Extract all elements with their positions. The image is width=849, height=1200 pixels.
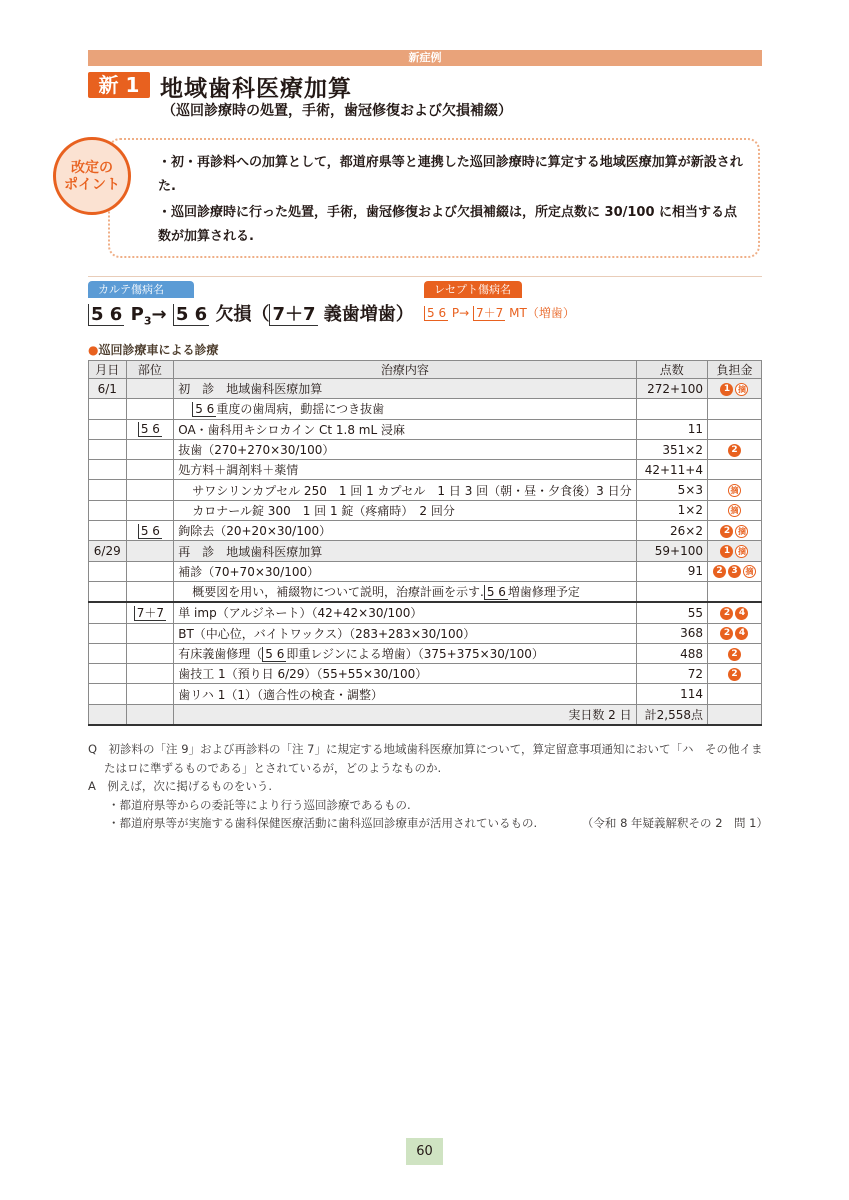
site-cell <box>126 581 174 602</box>
table-row <box>89 581 762 602</box>
site-cell <box>126 480 174 500</box>
tooth-notation: 7＋7 <box>134 606 166 621</box>
burden-marker-icon: 1 <box>720 545 733 558</box>
content-text: 単 imp（アルジネート）（42+42×30/100） <box>178 606 423 621</box>
site-cell <box>126 623 174 643</box>
site-cell <box>126 561 174 581</box>
points-cell: 114 <box>636 684 707 704</box>
content-text: 再 診 地域歯科医療加算 <box>178 544 323 559</box>
date-cell <box>89 623 127 643</box>
fee-cell <box>707 521 761 541</box>
content-text: サワシリンカプセル 250 1 回 1 カプセル 1 日 3 回（朝・昼・夕食後）3 日分 <box>192 483 632 498</box>
table-row <box>89 439 762 459</box>
date-cell <box>89 439 127 459</box>
fee-cell <box>707 602 761 623</box>
fee-cell <box>707 439 761 459</box>
content-cell <box>174 684 636 704</box>
revision-point-label-line2: ポイント <box>64 177 120 193</box>
column-header: 負担金 <box>707 361 761 379</box>
fee-cell <box>707 541 761 561</box>
site-cell <box>126 521 174 541</box>
total-row <box>89 704 762 725</box>
burden-marker-icon: 4 <box>735 607 748 620</box>
diagnosis-text: MT（増歯） <box>509 306 575 320</box>
receipt-diagnosis-tag: レセプト傷病名 <box>424 281 522 298</box>
fee-cell <box>707 684 761 704</box>
tooth-notation: 5 6 <box>192 402 216 417</box>
fee-cell <box>707 704 761 725</box>
page-title: 地域歯科医療加算 <box>160 76 352 102</box>
date-cell <box>89 643 127 663</box>
content-text: 補診（70+70×30/100） <box>178 564 320 579</box>
site-cell <box>126 500 174 520</box>
treatment-table <box>88 360 762 726</box>
burden-marker-icon: 1 <box>720 383 733 396</box>
site-cell <box>126 684 174 704</box>
content-cell <box>174 439 636 459</box>
points-cell: 11 <box>636 419 707 439</box>
diagnosis-p-sub: 3 <box>143 314 152 328</box>
date-cell <box>89 684 127 704</box>
fee-cell <box>707 460 761 480</box>
content-text: 処方料＋調剤料＋薬情 <box>178 463 299 478</box>
fee-cell <box>707 643 761 663</box>
site-cell <box>126 379 174 399</box>
points-cell <box>636 581 707 602</box>
content-text: 増歯修理予定 <box>507 585 580 600</box>
points-cell: 91 <box>636 561 707 581</box>
tooth-notation: 5 6 <box>484 585 508 600</box>
diagnosis-text: P→ <box>451 306 470 320</box>
content-cell <box>174 602 636 623</box>
fee-cell <box>707 379 761 399</box>
content-text: 有床義歯修理（ <box>178 647 263 661</box>
table-row <box>89 602 762 623</box>
date-cell <box>89 399 127 419</box>
revision-point-label-line1: 改定の <box>71 160 113 176</box>
total-days-cell: 実日数 2 日 <box>174 704 636 725</box>
burden-marker-icon: 摘 <box>735 525 748 538</box>
content-text: 概要図を用い，補綴物について説明，治療計画を示す. <box>192 585 484 600</box>
points-cell: 72 <box>636 664 707 684</box>
answer-text: A 例えば，次に掲げるものをいう. <box>88 779 273 793</box>
points-cell: 5×3 <box>636 480 707 500</box>
content-cell <box>174 643 636 663</box>
burden-marker-icon: 2 <box>713 565 726 578</box>
date-cell <box>89 664 127 684</box>
qa-section <box>88 740 768 833</box>
points-cell: 26×2 <box>636 521 707 541</box>
fee-cell <box>707 399 761 419</box>
content-cell <box>174 480 636 500</box>
question-text: Q 初診料の「注 9」および再診料の「注 7」に規定する地域歯科医療加算について，算定留意事項通知において「ハ その他イまたはロに準ずるものである」とされているが，どのようなものか. <box>88 742 763 775</box>
points-cell: 488 <box>636 643 707 663</box>
burden-marker-icon: 2 <box>728 668 741 681</box>
table-row <box>89 541 762 561</box>
points-cell <box>636 399 707 419</box>
table-row <box>89 561 762 581</box>
case-category-band: 新症例 <box>88 50 762 66</box>
points-cell: 368 <box>636 623 707 643</box>
content-text: 初 診 地域歯科医療加算 <box>178 382 323 397</box>
burden-marker-icon: 摘 <box>743 565 756 578</box>
section-title-text: 巡回診療車による診療 <box>98 343 219 357</box>
table-row <box>89 623 762 643</box>
tooth-notation: 5 6 <box>173 304 209 326</box>
fee-cell <box>707 480 761 500</box>
diagnosis-text: 欠損（ <box>215 304 270 325</box>
burden-marker-icon: 2 <box>720 525 733 538</box>
diagnosis-p: P <box>130 304 144 325</box>
burden-marker-icon: 3 <box>728 565 741 578</box>
burden-marker-icon: 2 <box>720 627 733 640</box>
source-note: （令和 8 年疑義解釈その 2 問 1） <box>581 816 768 830</box>
content-cell <box>174 581 636 602</box>
date-cell: 6/1 <box>89 379 127 399</box>
table-header-row <box>89 361 762 379</box>
content-cell <box>174 664 636 684</box>
content-text: 重度の歯周病，動揺につき抜歯 <box>216 402 385 417</box>
tooth-notation: 5 6 <box>424 306 448 321</box>
arrow: → <box>151 304 167 325</box>
burden-marker-icon: 摘 <box>728 504 741 517</box>
content-cell <box>174 623 636 643</box>
karute-diagnosis <box>88 300 414 328</box>
burden-marker-icon: 4 <box>735 627 748 640</box>
column-header: 部位 <box>126 361 174 379</box>
content-cell <box>174 460 636 480</box>
content-cell <box>174 399 636 419</box>
total-points-cell: 計2,558点 <box>636 704 707 725</box>
site-cell <box>126 664 174 684</box>
tooth-notation: 7＋7 <box>473 306 505 321</box>
date-cell <box>89 521 127 541</box>
content-text: 抜歯（270+270×30/100） <box>178 443 335 458</box>
table-row <box>89 379 762 399</box>
site-cell <box>126 439 174 459</box>
case-number-badge: 新 1 <box>88 72 150 98</box>
answer-item <box>88 814 768 833</box>
tooth-notation: 5 6 <box>262 647 286 662</box>
content-text: 鉤除去（20+20×30/100） <box>178 524 332 539</box>
burden-marker-icon: 摘 <box>735 545 748 558</box>
table-row <box>89 684 762 704</box>
revision-point-label <box>53 137 131 215</box>
date-cell: 6/29 <box>89 541 127 561</box>
date-cell <box>89 581 127 602</box>
points-cell: 1×2 <box>636 500 707 520</box>
table-row <box>89 419 762 439</box>
content-text: 即重レジンによる増歯）（375+375×30/100） <box>286 647 544 661</box>
content-cell <box>174 541 636 561</box>
content-cell <box>174 379 636 399</box>
date-cell <box>89 500 127 520</box>
tooth-notation: 5 6 <box>138 422 162 437</box>
site-cell <box>126 643 174 663</box>
tooth-notation: 5 6 <box>88 304 124 326</box>
content-cell <box>174 500 636 520</box>
tooth-notation: 7＋7 <box>269 304 317 326</box>
burden-marker-icon: 2 <box>728 444 741 457</box>
fee-cell <box>707 500 761 520</box>
table-row <box>89 643 762 663</box>
burden-marker-icon: 2 <box>720 607 733 620</box>
date-cell <box>89 704 127 725</box>
date-cell <box>89 460 127 480</box>
points-cell: 42+11+4 <box>636 460 707 480</box>
points-cell: 272+100 <box>636 379 707 399</box>
table-row <box>89 664 762 684</box>
points-cell: 351×2 <box>636 439 707 459</box>
page-subtitle: （巡回診療時の処置，手術，歯冠修復および欠損補綴） <box>162 103 512 119</box>
column-header: 治療内容 <box>174 361 636 379</box>
fee-cell <box>707 664 761 684</box>
site-cell <box>126 541 174 561</box>
content-cell <box>174 561 636 581</box>
column-header: 月日 <box>89 361 127 379</box>
content-cell <box>174 419 636 439</box>
burden-marker-icon: 摘 <box>728 484 741 497</box>
fee-cell <box>707 581 761 602</box>
divider <box>88 276 762 277</box>
burden-marker-icon: 摘 <box>735 383 748 396</box>
table-row <box>89 521 762 541</box>
answer-item-text: ・都道府県等が実施する歯科保健医療活動に歯科巡回診療車が活用されているもの. <box>108 816 538 830</box>
site-cell <box>126 704 174 725</box>
tooth-notation: 5 6 <box>138 524 162 539</box>
site-cell <box>126 399 174 419</box>
fee-cell <box>707 561 761 581</box>
points-cell: 55 <box>636 602 707 623</box>
revision-point-bullet-2: ・巡回診療時に行った処置，手術，歯冠修復および欠損補綴は，所定点数に 30/100 に相当する点数が加算される. <box>158 205 738 244</box>
karute-diagnosis-tag: カルテ傷病名 <box>88 281 194 298</box>
table-row <box>89 480 762 500</box>
site-cell <box>126 419 174 439</box>
receipt-diagnosis <box>424 304 575 321</box>
page-number: 60 <box>406 1138 443 1165</box>
table-row <box>89 500 762 520</box>
date-cell <box>89 419 127 439</box>
content-text: BT（中心位，バイトワックス）（283+283×30/100） <box>178 626 476 641</box>
fee-cell <box>707 623 761 643</box>
answer-item: ・都道府県等からの委託等により行う巡回診療であるもの. <box>108 797 411 812</box>
diagnosis-text: 義歯増歯） <box>323 304 414 325</box>
table-row <box>89 460 762 480</box>
date-cell <box>89 561 127 581</box>
burden-marker-icon: 2 <box>728 648 741 661</box>
points-cell: 59+100 <box>636 541 707 561</box>
content-text: カロナール錠 300 1 回 1 錠（疼痛時） 2 回分 <box>192 503 455 518</box>
section-title: ●巡回診療車による診療 <box>88 343 219 357</box>
date-cell <box>89 480 127 500</box>
content-text: OA・歯科用キシロカイン Ct 1.8 mL 浸麻 <box>178 422 405 437</box>
content-text: 歯リハ 1（1）（適合性の検査・調整） <box>178 687 383 702</box>
column-header: 点数 <box>636 361 707 379</box>
content-cell <box>174 521 636 541</box>
site-cell <box>126 602 174 623</box>
date-cell <box>89 602 127 623</box>
site-cell <box>126 460 174 480</box>
table-row <box>89 399 762 419</box>
revision-point-bullet-1: ・初・再診料への加算として，都道府県等と連携した巡回診療時に算定する地域医療加算が新設された. <box>158 155 743 194</box>
content-text: 歯技工 1（預り日 6/29）（55+55×30/100） <box>178 667 428 682</box>
fee-cell <box>707 419 761 439</box>
